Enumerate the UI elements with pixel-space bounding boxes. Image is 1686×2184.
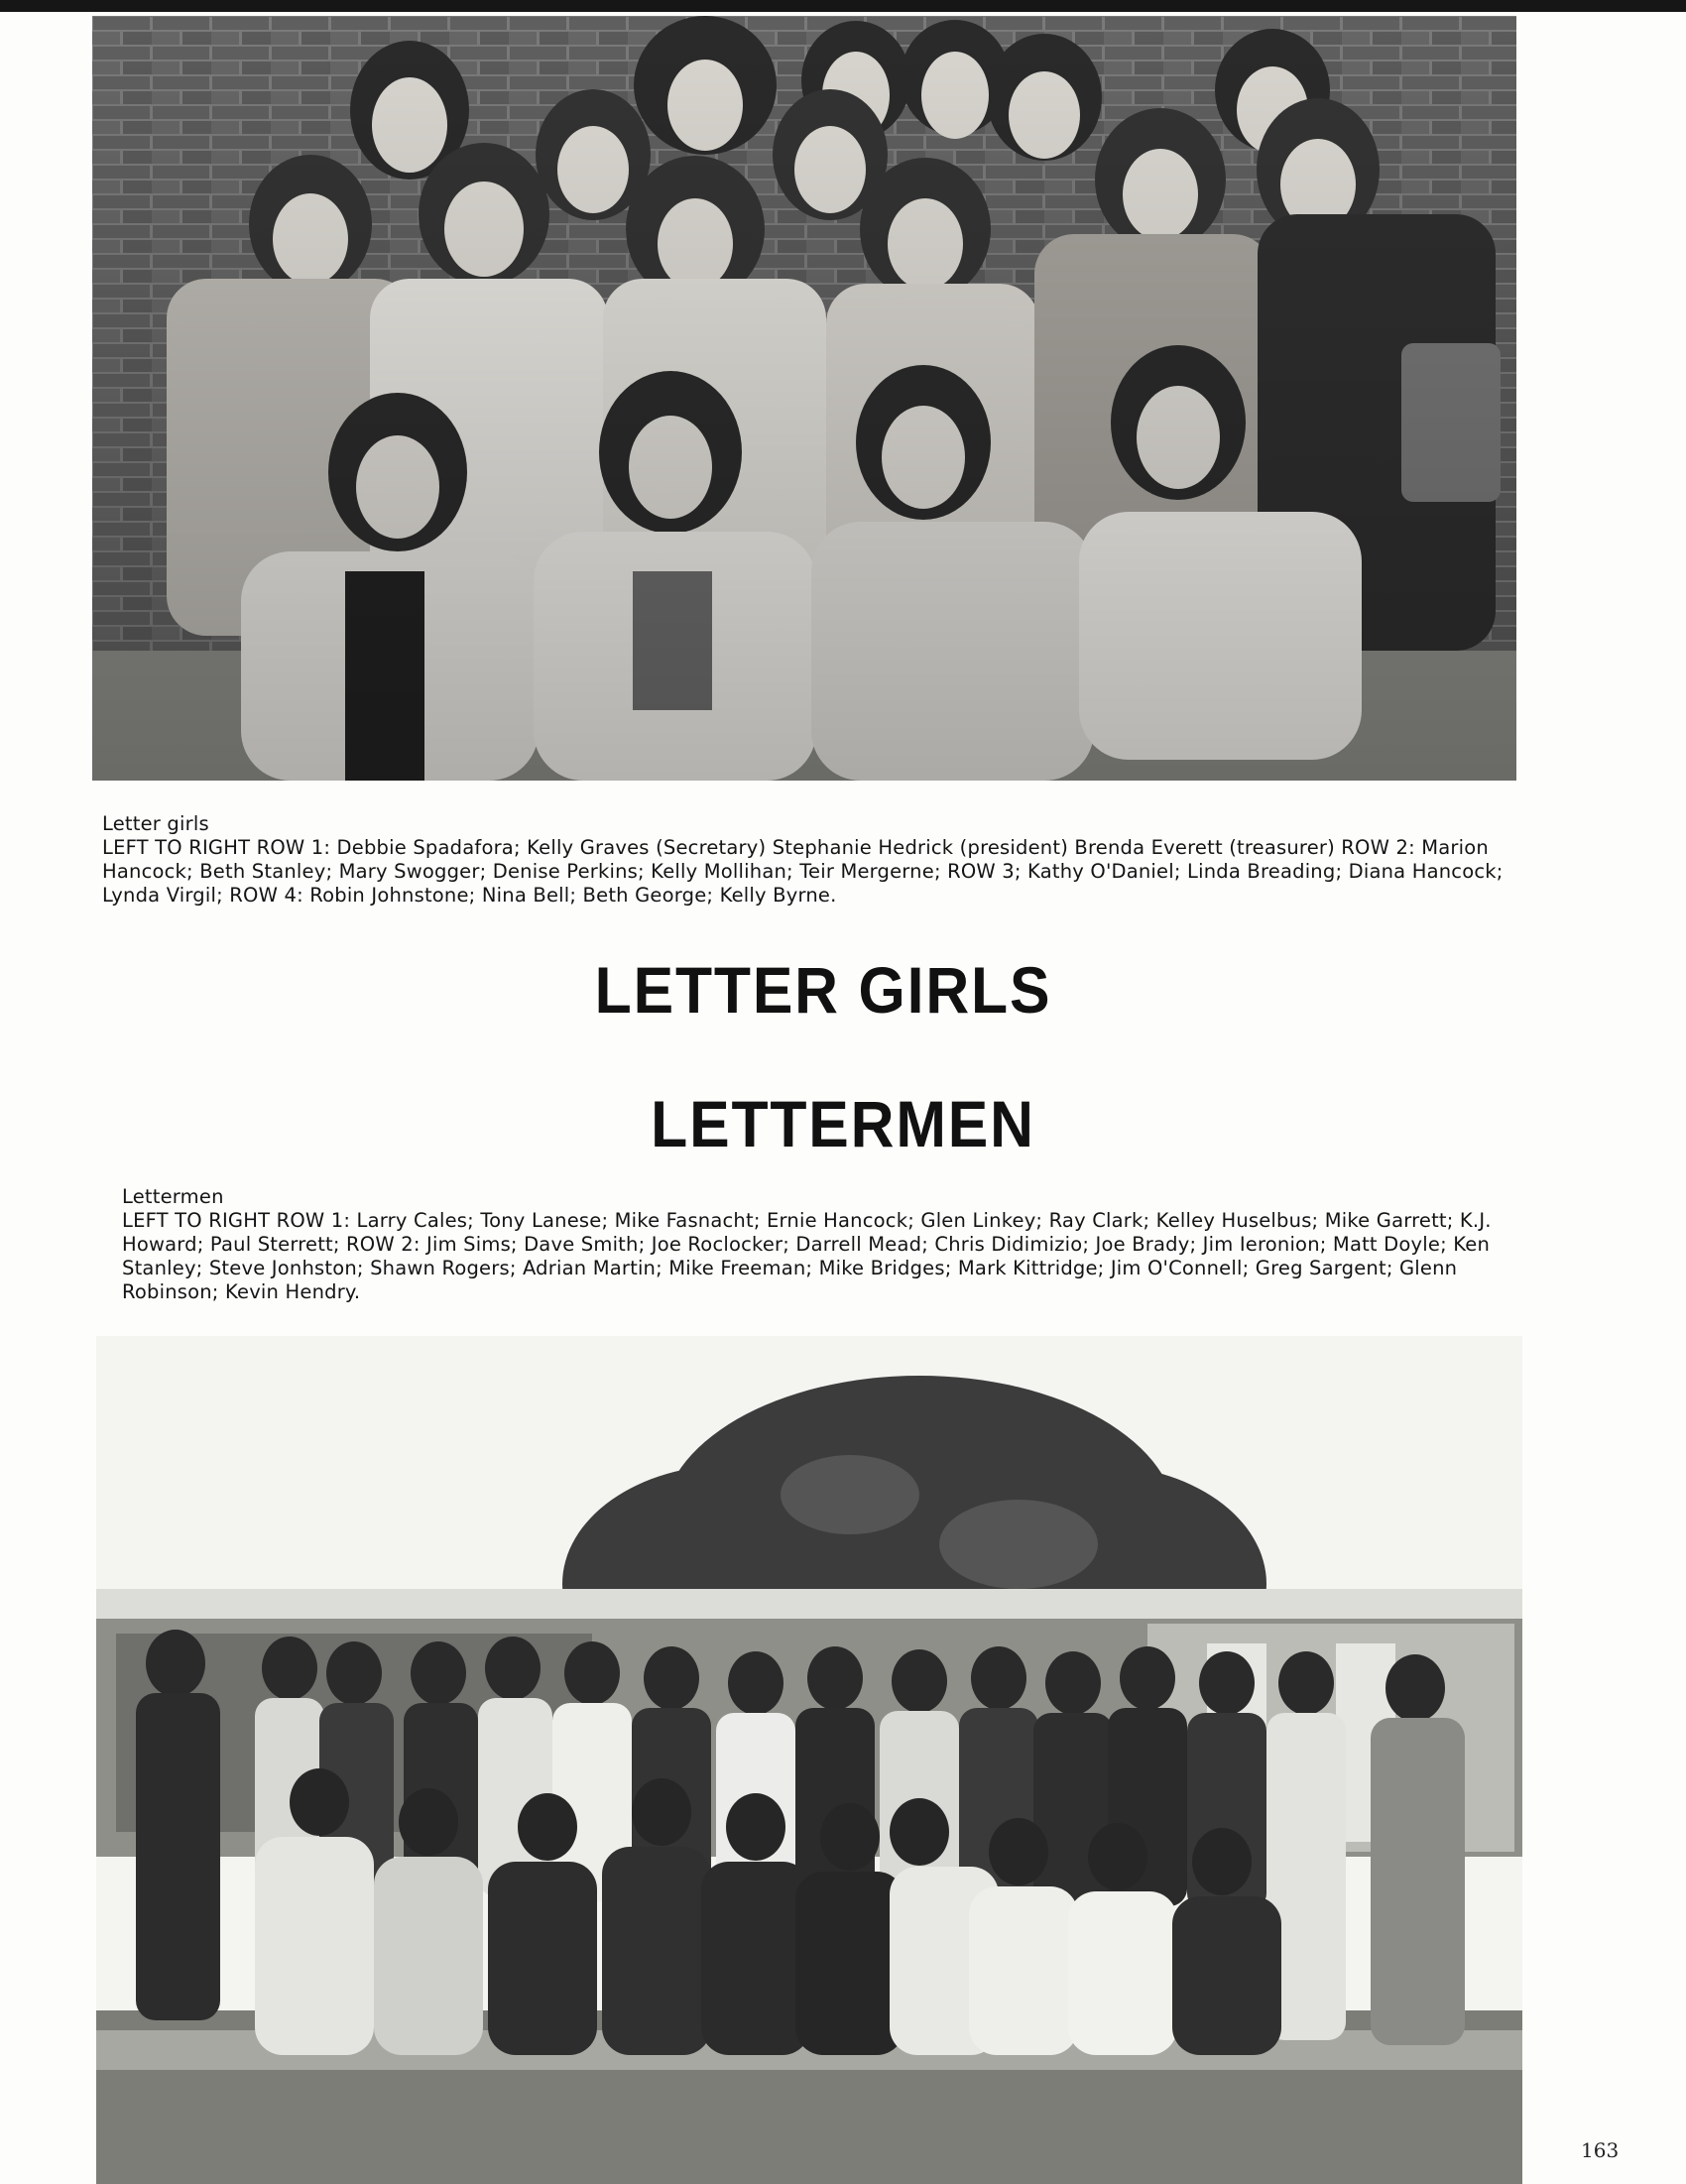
page-number: 163	[1581, 2138, 1620, 2162]
lettermen-photo	[96, 1336, 1522, 2184]
top-border	[0, 0, 1686, 12]
lettermen-caption-title: Lettermen	[122, 1185, 224, 1208]
letter-girls-caption	[102, 812, 1510, 908]
letter-girls-caption-body: LEFT TO RIGHT ROW 1: Debbie Spadafora; Kelly Graves (Secretary) Stephanie Hedrick (president) Brenda Everett (treasurer) ROW 2: Marion Hancock; Beth Stanley; Mary Swogger; Denise Perkins; Kelly Mollihan; Teir Mergerne; ROW 3; Kathy O'Daniel; Linda Breading; Diana Hancock; Lynda Virgil; ROW 4: Robin Johnstone; Nina Bell; Beth George; Kelly Byrne.	[102, 836, 1504, 907]
letter-girls-photo-image	[92, 16, 1516, 781]
letter-girls-photo	[92, 16, 1516, 781]
lettermen-caption	[122, 1185, 1510, 1304]
letter-girls-heading: LETTER GIRLS	[594, 953, 1052, 1027]
letter-girls-caption-title: Letter girls	[102, 812, 209, 835]
lettermen-heading: LETTERMEN	[651, 1087, 1035, 1160]
lettermen-caption-body: LEFT TO RIGHT ROW 1: Larry Cales; Tony Lanese; Mike Fasnacht; Ernie Hancock; Glen Linkey; Ray Clark; Kelley Huselbus; Mike Garrett; K.J. Howard; Paul Sterrett; ROW 2: Jim Sims; Dave Smith; Joe Roclocker; Darrell Mead; Chris Didimizio; Joe Brady; Jim Ieronion; Matt Doyle; Ken Stanley; Steve Jonhston; Shawn Rogers; Adrian Martin; Mike Freeman; Mike Bridges; Mark Kittridge; Jim O'Connell; Greg Sargent; Glenn Robinson; Kevin Hendry.	[122, 1209, 1492, 1303]
lettermen-photo-image	[96, 1336, 1522, 2184]
